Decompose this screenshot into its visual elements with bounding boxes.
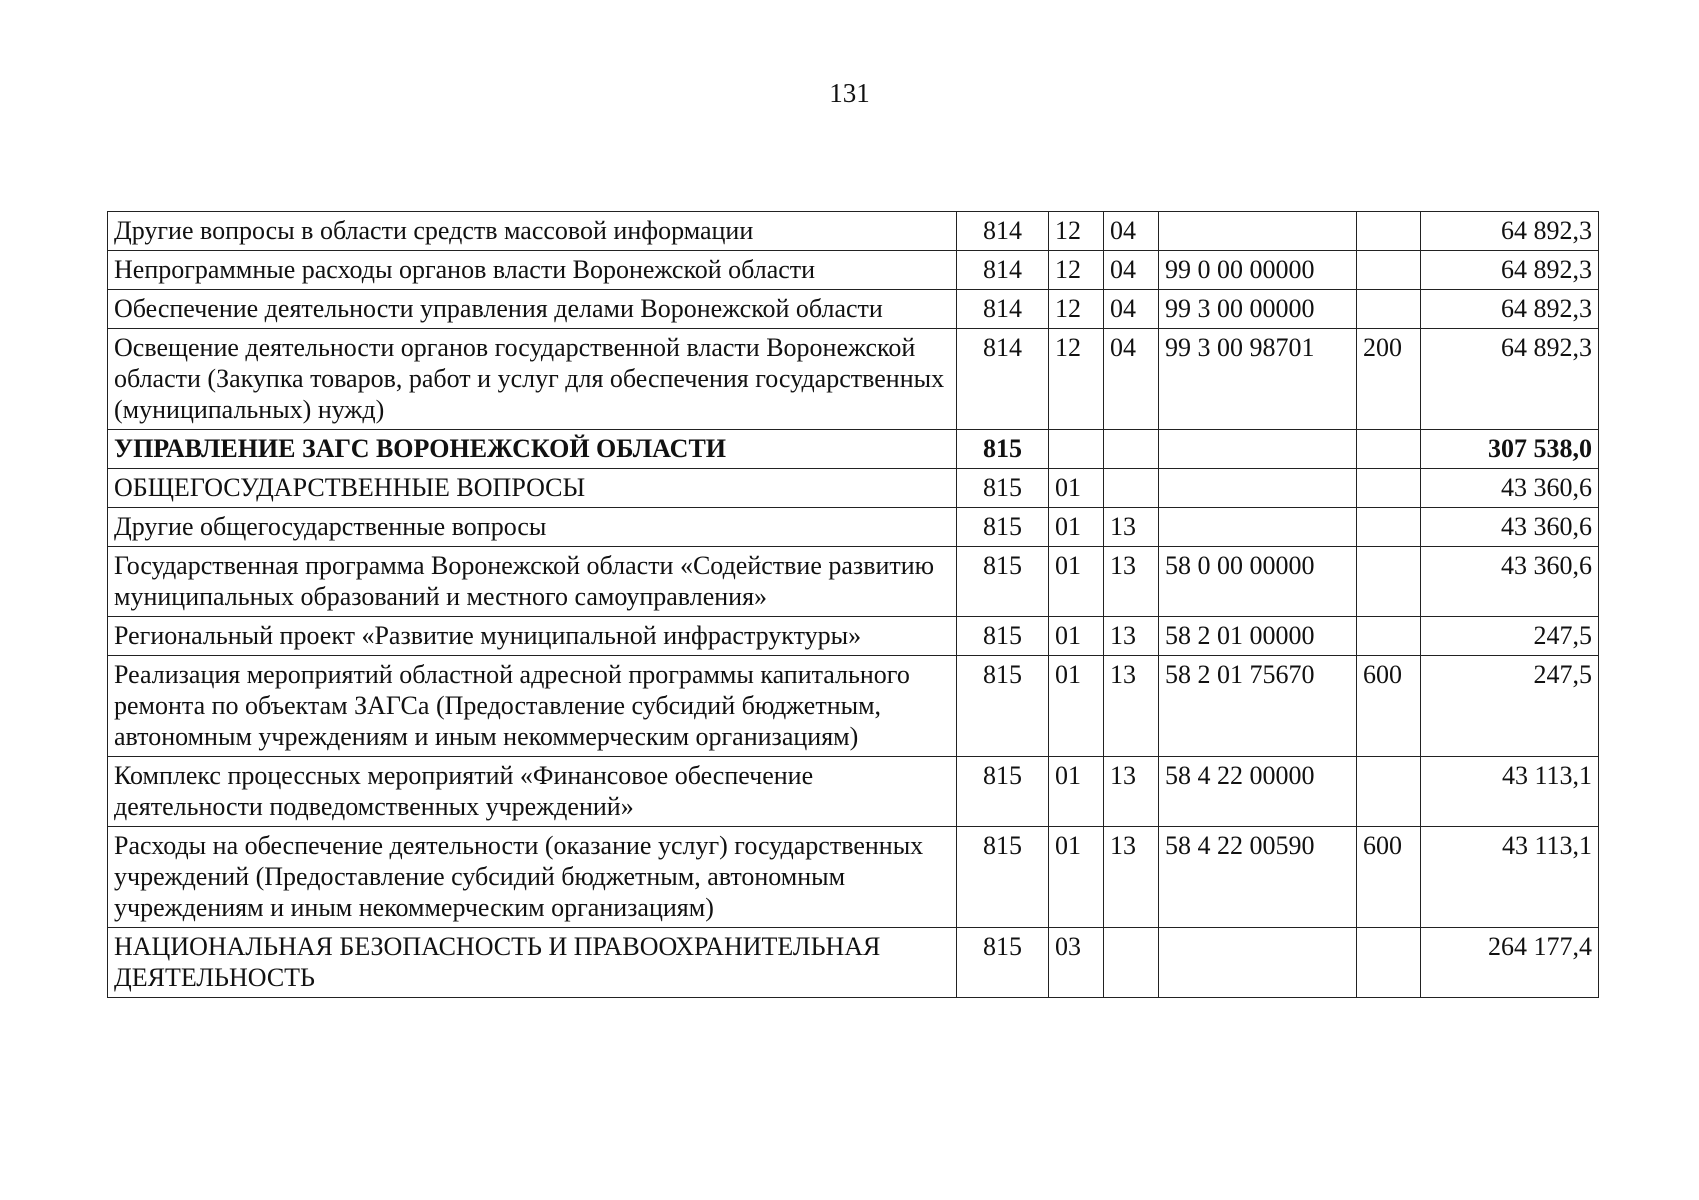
row-expense-type-code xyxy=(1357,290,1421,329)
row-expense-type-code: 600 xyxy=(1357,656,1421,757)
row-target-article-code: 58 0 00 00000 xyxy=(1159,547,1357,617)
table-row xyxy=(108,469,1599,508)
row-target-article-code: 58 2 01 00000 xyxy=(1159,617,1357,656)
row-subsection-code: 13 xyxy=(1104,757,1159,827)
row-amount: 307 538,0 xyxy=(1421,430,1599,469)
row-expense-type-code xyxy=(1357,212,1421,251)
row-name: Комплекс процессных мероприятий «Финансовое обеспечение деятельности подведомственных учреждений» xyxy=(108,757,957,827)
row-name: УПРАВЛЕНИЕ ЗАГС ВОРОНЕЖСКОЙ ОБЛАСТИ xyxy=(108,430,957,469)
table-row xyxy=(108,508,1599,547)
table-row xyxy=(108,827,1599,928)
table-row xyxy=(108,329,1599,430)
row-ministry-code: 814 xyxy=(957,290,1049,329)
row-name: Расходы на обеспечение деятельности (оказание услуг) государственных учреждений (Предоставление субсидий бюджетным, автономным учреждениям и иным некоммерческим организациям) xyxy=(108,827,957,928)
row-name: Другие общегосударственные вопросы xyxy=(108,508,957,547)
table-row xyxy=(108,290,1599,329)
row-expense-type-code: 600 xyxy=(1357,827,1421,928)
row-amount: 43 113,1 xyxy=(1421,827,1599,928)
row-name: Государственная программа Воронежской области «Содействие развитию муниципальных образований и местного самоуправления» xyxy=(108,547,957,617)
row-section-code: 01 xyxy=(1049,469,1104,508)
row-subsection-code: 04 xyxy=(1104,329,1159,430)
row-amount: 64 892,3 xyxy=(1421,329,1599,430)
table-row xyxy=(108,251,1599,290)
row-expense-type-code: 200 xyxy=(1357,329,1421,430)
row-target-article-code xyxy=(1159,212,1357,251)
row-target-article-code: 58 2 01 75670 xyxy=(1159,656,1357,757)
row-amount: 43 360,6 xyxy=(1421,469,1599,508)
table-row xyxy=(108,547,1599,617)
row-amount: 64 892,3 xyxy=(1421,290,1599,329)
row-ministry-code: 814 xyxy=(957,251,1049,290)
row-ministry-code: 815 xyxy=(957,469,1049,508)
row-section-code: 01 xyxy=(1049,547,1104,617)
table-row xyxy=(108,757,1599,827)
row-ministry-code: 815 xyxy=(957,928,1049,998)
row-subsection-code: 13 xyxy=(1104,827,1159,928)
row-amount: 64 892,3 xyxy=(1421,251,1599,290)
table-row xyxy=(108,656,1599,757)
row-ministry-code: 815 xyxy=(957,656,1049,757)
row-section-code: 01 xyxy=(1049,827,1104,928)
row-ministry-code: 814 xyxy=(957,212,1049,251)
row-expense-type-code xyxy=(1357,251,1421,290)
page-number: 131 xyxy=(829,78,870,108)
row-subsection-code xyxy=(1104,469,1159,508)
row-section-code xyxy=(1049,430,1104,469)
row-amount: 247,5 xyxy=(1421,617,1599,656)
row-name: Непрограммные расходы органов власти Воронежской области xyxy=(108,251,957,290)
row-subsection-code xyxy=(1104,928,1159,998)
row-ministry-code: 815 xyxy=(957,827,1049,928)
row-subsection-code: 13 xyxy=(1104,617,1159,656)
row-expense-type-code xyxy=(1357,508,1421,547)
row-ministry-code: 814 xyxy=(957,329,1049,430)
row-target-article-code: 58 4 22 00590 xyxy=(1159,827,1357,928)
row-target-article-code: 58 4 22 00000 xyxy=(1159,757,1357,827)
row-name: Другие вопросы в области средств массовой информации xyxy=(108,212,957,251)
row-target-article-code xyxy=(1159,508,1357,547)
row-section-code: 01 xyxy=(1049,656,1104,757)
row-subsection-code xyxy=(1104,430,1159,469)
row-subsection-code: 13 xyxy=(1104,508,1159,547)
row-target-article-code xyxy=(1159,469,1357,508)
row-ministry-code: 815 xyxy=(957,430,1049,469)
row-expense-type-code xyxy=(1357,469,1421,508)
table-row xyxy=(108,928,1599,998)
row-target-article-code: 99 0 00 00000 xyxy=(1159,251,1357,290)
row-section-code: 01 xyxy=(1049,757,1104,827)
row-amount: 64 892,3 xyxy=(1421,212,1599,251)
row-section-code: 12 xyxy=(1049,329,1104,430)
row-name: Реализация мероприятий областной адресной программы капитального ремонта по объектам ЗАГСа (Предоставление субсидий бюджетным, автономным учреждениям и иным некоммерческим организациям) xyxy=(108,656,957,757)
row-subsection-code: 04 xyxy=(1104,290,1159,329)
row-subsection-code: 13 xyxy=(1104,547,1159,617)
row-amount: 264 177,4 xyxy=(1421,928,1599,998)
table-row xyxy=(108,617,1599,656)
row-amount: 43 360,6 xyxy=(1421,508,1599,547)
row-section-code: 03 xyxy=(1049,928,1104,998)
row-ministry-code: 815 xyxy=(957,547,1049,617)
row-expense-type-code xyxy=(1357,617,1421,656)
row-name: Региональный проект «Развитие муниципальной инфраструктуры» xyxy=(108,617,957,656)
budget-table xyxy=(107,211,1599,998)
row-target-article-code xyxy=(1159,928,1357,998)
row-target-article-code: 99 3 00 98701 xyxy=(1159,329,1357,430)
row-section-code: 01 xyxy=(1049,508,1104,547)
row-amount: 247,5 xyxy=(1421,656,1599,757)
row-expense-type-code xyxy=(1357,547,1421,617)
row-amount: 43 360,6 xyxy=(1421,547,1599,617)
row-name: ОБЩЕГОСУДАРСТВЕННЫЕ ВОПРОСЫ xyxy=(108,469,957,508)
row-section-code: 12 xyxy=(1049,251,1104,290)
row-section-code: 01 xyxy=(1049,617,1104,656)
row-expense-type-code xyxy=(1357,757,1421,827)
row-subsection-code: 04 xyxy=(1104,212,1159,251)
row-section-code: 12 xyxy=(1049,290,1104,329)
row-name: Освещение деятельности органов государственной власти Воронежской области (Закупка товаров, работ и услуг для обеспечения государственных (муниципальных) нужд) xyxy=(108,329,957,430)
table-row xyxy=(108,212,1599,251)
row-ministry-code: 815 xyxy=(957,617,1049,656)
row-expense-type-code xyxy=(1357,430,1421,469)
row-section-code: 12 xyxy=(1049,212,1104,251)
table-row xyxy=(108,430,1599,469)
row-subsection-code: 04 xyxy=(1104,251,1159,290)
row-target-article-code xyxy=(1159,430,1357,469)
row-ministry-code: 815 xyxy=(957,508,1049,547)
row-name: НАЦИОНАЛЬНАЯ БЕЗОПАСНОСТЬ И ПРАВООХРАНИТЕЛЬНАЯ ДЕЯТЕЛЬНОСТЬ xyxy=(108,928,957,998)
row-subsection-code: 13 xyxy=(1104,656,1159,757)
row-target-article-code: 99 3 00 00000 xyxy=(1159,290,1357,329)
row-ministry-code: 815 xyxy=(957,757,1049,827)
row-expense-type-code xyxy=(1357,928,1421,998)
row-name: Обеспечение деятельности управления делами Воронежской области xyxy=(108,290,957,329)
row-amount: 43 113,1 xyxy=(1421,757,1599,827)
